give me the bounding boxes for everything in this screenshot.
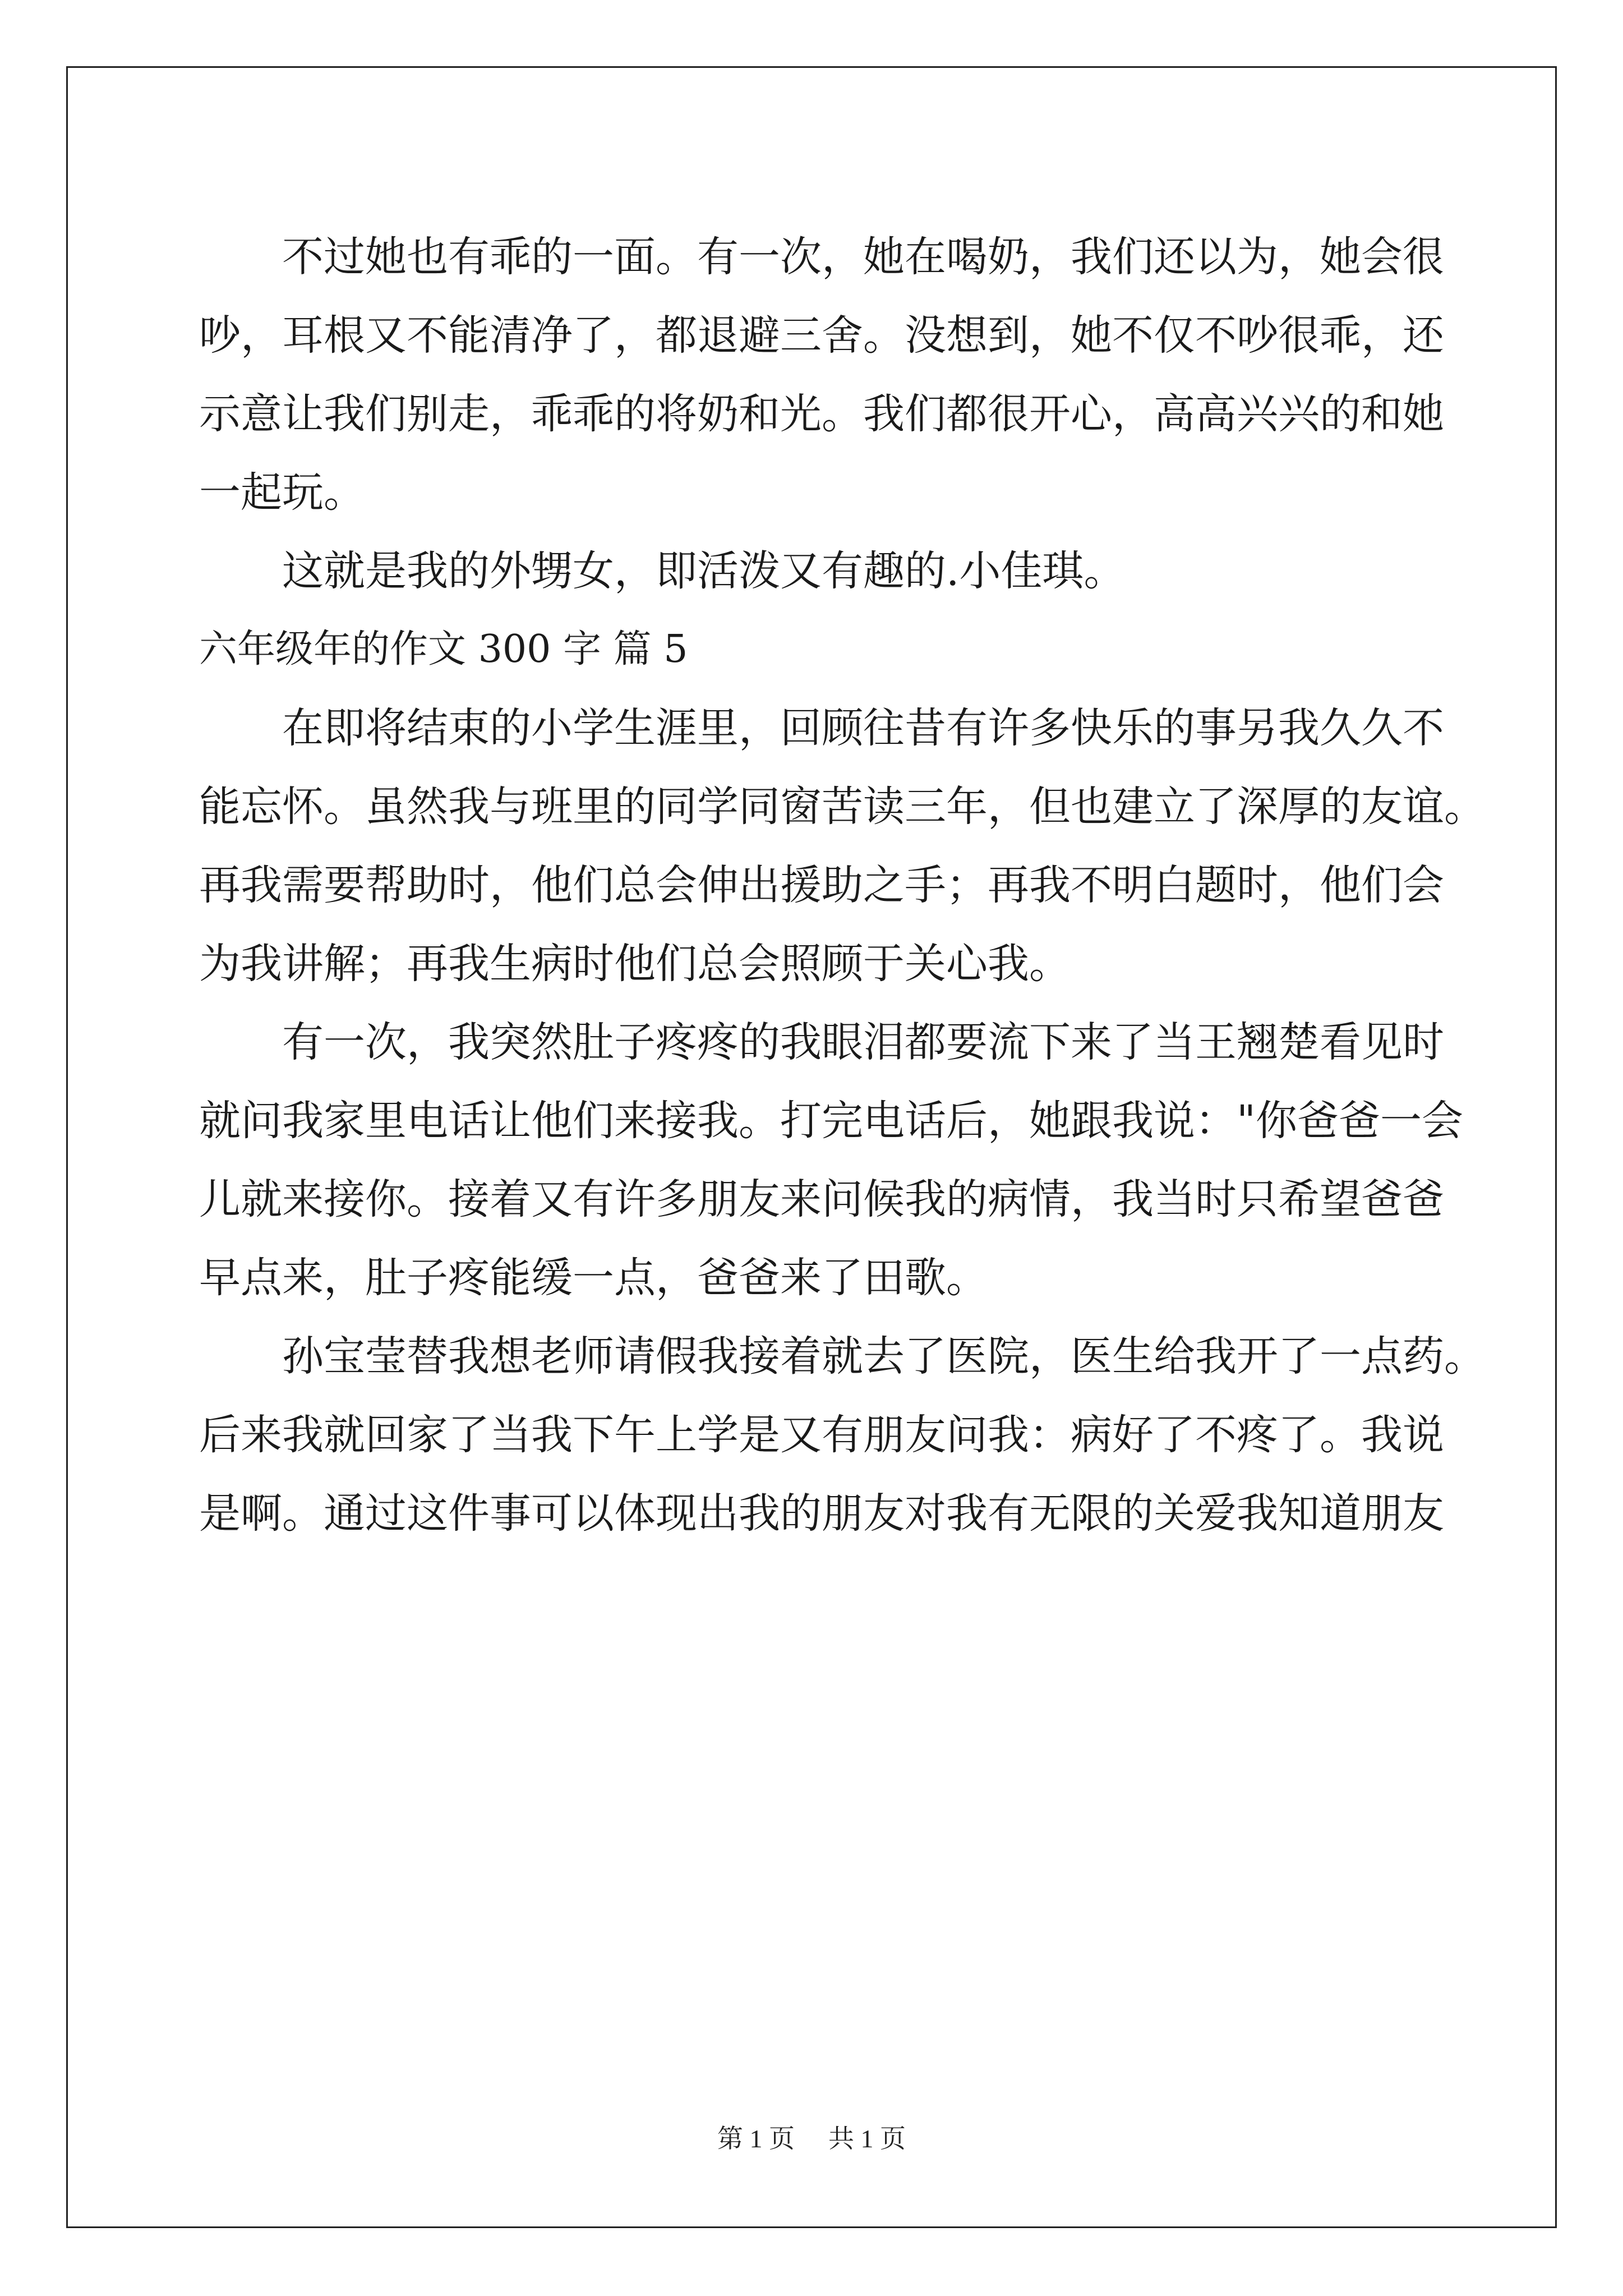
paragraph-3-line-3: 再我需要帮助时，他们总会伸出援助之手；再我不明白题时，他们会 [199,861,1444,909]
paragraph-4-line-4: 早点来，肚子疼能缓一点，爸爸来了田歌。 [199,1254,988,1302]
paragraph-1-line-1: 不过她也有乖的一面。有一次，她在喝奶，我们还以为，她会很 [282,233,1444,281]
paragraph-5-line-3: 是啊。通过这件事可以体现出我的朋友对我有无限的关爱我知道朋友 [199,1489,1444,1538]
paragraph-3-line-2: 能忘怀。虽然我与班里的同学同窗苦读三年，但也建立了深厚的友谊。 [199,783,1486,831]
paragraph-5-line-1: 孙宝莹替我想老师请假我接着就去了医院，医生给我开了一点药。 [282,1332,1486,1381]
paragraph-4-line-1: 有一次，我突然肚子疼疼的我眼泪都要流下来了当王翘楚看见时 [282,1018,1444,1066]
paragraph-1-line-2: 吵，耳根又不能清净了，都退避三舍。没想到，她不仅不吵很乖，还 [199,311,1444,360]
page-total: 共 1 页 [828,2124,906,2153]
paragraph-1-line-3: 示意让我们别走，乖乖的将奶和光。我们都很开心，高高兴兴的和她 [199,390,1444,438]
page-number: 第 1 页 [717,2124,795,2153]
paragraph-1-line-4: 一起玩。 [199,468,365,517]
paragraph-2-line-1: 这就是我的外甥女，即活泼又有趣的.小佳琪。 [282,547,1126,595]
page-footer [0,2118,1623,2155]
paragraph-4-line-2: 就问我家里电话让他们来接我。打完电话后，她跟我说："你爸爸一会 [199,1097,1464,1145]
paragraph-5-line-2: 后来我就回家了当我下午上学是又有朋友问我：病好了不疼了。我说 [199,1411,1444,1459]
paragraph-3-line-1: 在即将结束的小学生涯里，回顾往昔有许多快乐的事另我久久不 [282,704,1444,752]
section-heading: 六年级年的作文 300 字 篇 5 [199,627,688,671]
paragraph-4-line-3: 儿就来接你。接着又有许多朋友来问候我的病情，我当时只希望爸爸 [199,1175,1444,1223]
paragraph-3-line-4: 为我讲解；再我生病时他们总会照顾于关心我。 [199,940,1071,988]
